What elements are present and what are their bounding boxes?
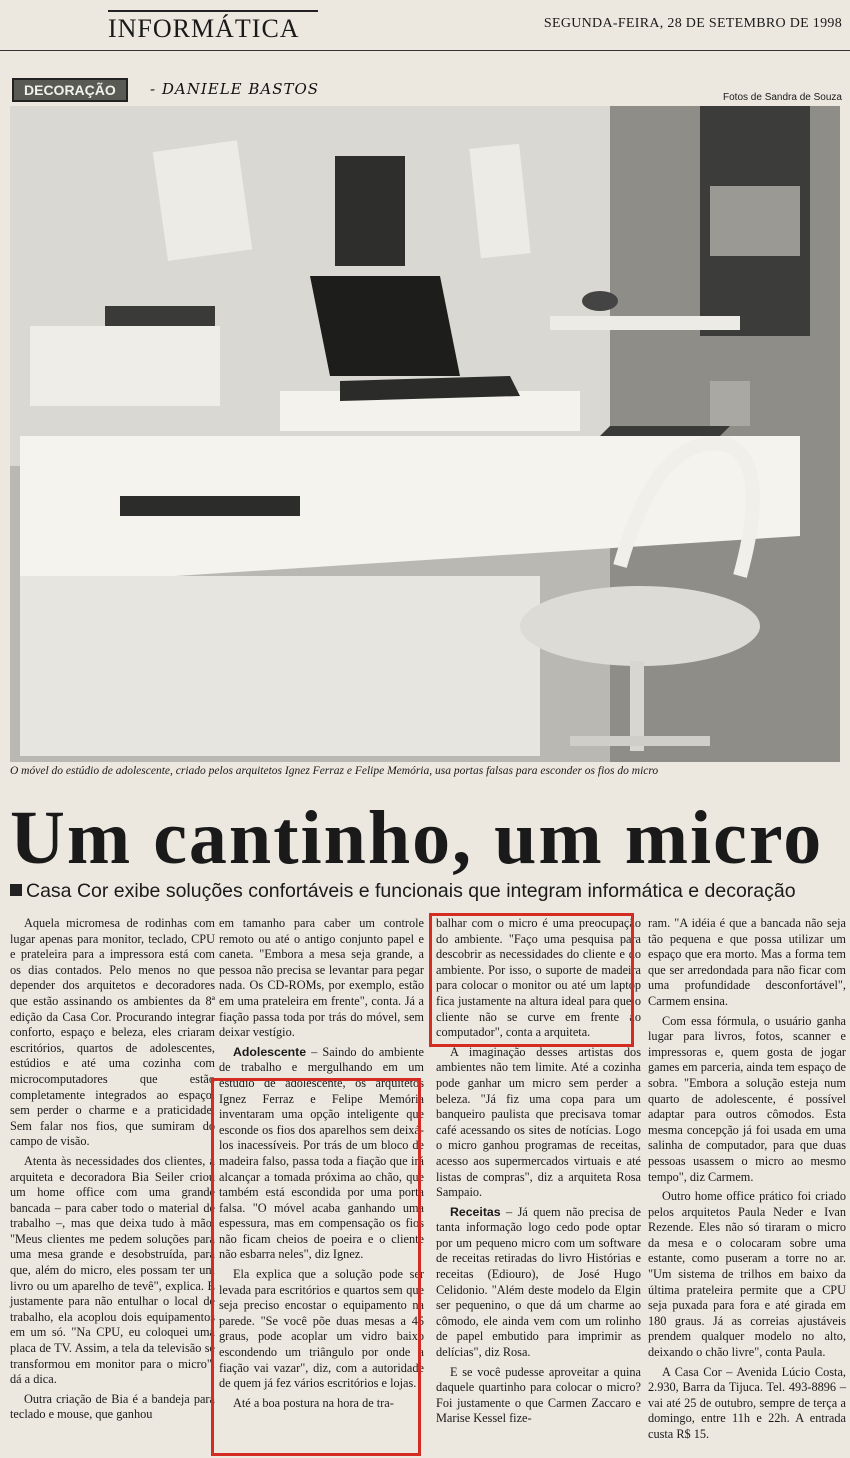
paragraph: Ela explica que a solução pode ser levada para escritórios e quartos sem que seja preciso encostar o equipamento na parede. "Se você põe duas mesas a 45 graus, pode acoplar um vidro baixo escondendo um triângulo por onde a fiação vai vazar", diz, com a autoridade de quem já fez vários escritórios e lojas.	[219, 1267, 424, 1391]
headline: Um cantinho, um micro	[10, 796, 824, 880]
deck-text: Casa Cor exibe soluções confortáveis e funcionais que integram informática e decoração	[26, 880, 796, 902]
paragraph: Outro home office prático foi criado pelos arquitetos Paula Neder e Ivan Rezende. Eles não só tiraram o micro da mesa e o colocaram sobre uma estante, como puseram a torre no ar. "Um sistema de trilhos em baixo da última prateleira permite que a CPU seja puxada para fora e até girada em 180 graus. Já as correias ajustáveis prendem qualquer modelo no alto, deixando o chão livre", conta Paula.	[648, 1189, 846, 1360]
photo-credit: Fotos de Sandra de Souza	[723, 92, 842, 103]
article-column-4	[648, 916, 846, 1447]
highlight-box-column-2	[211, 1078, 421, 1456]
article-photo	[10, 106, 840, 762]
bullet-square-icon	[10, 884, 22, 896]
subhead-adolescente: Adolescente	[233, 1044, 307, 1059]
paragraph: Aquela micromesa de rodinhas com lugar apenas para monitor, teclado, CPU e prateleira para a impressora está com os dias contados. Pelo menos no que depender dos arquitetos e decoradores que estão assinando os ambientes da 8ª edição da Casa Cor. Procurando integrar conforto, espaço e beleza, eles criaram escritórios, quartos de adolescentes, estúdios e até uma cozinha com microcomputadores que estão completamente integrados ao espaço, sem perder o charme e a praticidade. Sem falar nos fios, que sumiram do campo de visão.	[10, 916, 215, 1149]
paragraph: Outra criação de Bia é a bandeja para teclado e mouse, que ganhou	[10, 1391, 215, 1422]
issue-date: SEGUNDA-FEIRA, 28 DE SETEMBRO DE 1998	[543, 16, 842, 31]
masthead-rule	[108, 10, 318, 12]
paragraph: balhar com o micro é uma preocupação do ambiente. "Faço uma pesquisa para descobrir as necessidades do cliente e do ambiente. Por isso, o suporte de madeira para colocar o monitor ou até um laptop fica justamente na altura ideal para que o cliente não se curve em frente ao computador", conta a arquiteta.	[436, 916, 641, 1040]
paragraph: Com essa fórmula, o usuário ganha lugar para livros, fotos, scanner e impressoras e, quem gosta de jogar games em parceria, ainda tem espaço de sobra. "Embora a solução esteja num quarto de adolescente, é possível adaptar para outros cômodos. Esta mesma concepção já foi usada em uma salinha de computador, para que duas pessoas usassem o micro ao mesmo tempo", diz Carmem.	[648, 1013, 846, 1184]
paragraph: Receitas – Já quem não precisa de tanta informação logo cedo pode optar por um pequeno micro com um software de receitas retiradas do livro Histórias e receitas (Ediouro), de José Hugo Celidonio. "Além deste modelo da Elgin ser pequenino, o que dá um charme ao cômodo, ele ainda vem com um rolinho de papel embutido para imprimir as delícias", diz Rosa.	[436, 1204, 641, 1360]
desk-photo-illustration	[10, 106, 840, 762]
paragraph-text: Já quem não precisa de tanta informação logo cedo pode optar por um pequeno micro com um software de receitas retiradas do livro Histórias e receitas (Ediouro), de José Hugo Celidonio. "Além deste modelo da Elgin ser pequenino, o que dá um charme ao cômodo, ele ainda vem com um rolinho de papel embutido para imprimir as delícias", diz Rosa.	[436, 1204, 641, 1360]
paragraph: E se você pudesse aproveitar a quina daquele quartinho para colocar o micro? Foi justamente o que Carmen Zaccaro e Marise Kessel fize-	[436, 1364, 641, 1426]
handwritten-note: - DANIELE BASTOS	[150, 80, 320, 98]
photo-caption: O móvel do estúdio de adolescente, criado pelos arquitetos Ignez Ferraz e Felipe Memória, usa portas falsas para esconder os fios do micro	[10, 765, 659, 777]
section-title: INFORMÁTICA	[108, 14, 300, 43]
paragraph: ram. "A idéia é que a bancada não seja tão pequena e que possa utilizar um espaço que era morto. Mas a forma tem que ser arredondada para não ficar com uma profundidade desconfortável", Carmem ensina.	[648, 916, 846, 1008]
masthead	[0, 0, 850, 51]
article-column-1	[10, 916, 215, 1427]
paragraph: em tamanho para caber um controle remoto ou até o antigo conjunto papel e caneta. "Embora a mesa seja grande, a pessoa não precisa se levantar para pegar nada. Os CD-ROMs, por exemplo, estão em uma prateleira em frente", conta. Já a fiação passa toda por trás do móvel, sem deixar vestígio.	[219, 916, 424, 1040]
paragraph: Atenta às necessidades dos clientes, a arquiteta e decoradora Bia Seiler criou um home office com uma grande bancada – para caber todo o material de trabalho –, mas que deixa tudo à mão. "Meus clientes me pedem soluções para uma mesa grande e desobstruída, para que, além do micro, eles possam ter um livro ou um aparelho de tevê", explica. E justamente para não entulhar o local de trabalho, ela acoplou dois equipamentos em um só. "Na CPU, eu coloquei uma placa de TV. Assim, a tela da televisão se transformou em monitor para o micro", dá a dica.	[10, 1153, 215, 1387]
highlight-box-column-3	[429, 913, 634, 1047]
paragraph: Adolescente – Saindo do ambiente de trabalho e mergulhando em um estúdio de adolescente, os arquitetos Ignez Ferraz e Felipe Memória inventaram uma opção inteligente que esconde os fios dos aparelhos sem deixá-los inacessíveis. Por trás de um bloco de madeira falso, passa toda a fiação que irá alcançar a tomada próxima ao chão, que também está escondida por uma porta falsa. "O móvel acaba ganhando uma espessura, mas em compensação os fios não ficam cheios de poeira e o cliente não esbarra neles", diz Ignez.	[219, 1044, 424, 1262]
subhead-receitas: Receitas	[450, 1204, 501, 1219]
section-kicker: DECORAÇÃO	[12, 78, 128, 102]
subheadline	[10, 880, 850, 903]
paragraph: Até a boa postura na hora de tra-	[233, 1395, 394, 1410]
paragraph: A Casa Cor – Avenida Lúcio Costa, 2.930, Barra da Tijuca. Tel. 493-8896 – vai até 25 de outubro, sempre de terça a domingo, entre 11h e 22h. A entrada custa R$ 15.	[648, 1364, 846, 1441]
paragraph-text: Saindo do ambiente de trabalho e mergulhando em um estúdio de adolescente, os arquitetos Ignez Ferraz e Felipe Memória inventaram uma opção inteligente que esconde os fios dos aparelhos sem deixá-los inacessíveis. Por trás de um bloco de madeira falso, passa toda a fiação que irá alcançar a tomada próxima ao chão, que também está escondida por uma porta falsa. "O móvel acaba ganhando uma espessura, mas em compensação os fios não ficam cheios de poeira e o cliente não esbarra neles", diz Ignez.	[219, 1044, 424, 1262]
paragraph: A imaginação desses artistas dos ambientes não tem limite. Até a cozinha pode ganhar um micro sem perder a beleza. "Já fiz uma copa para um banqueiro paulista que precisava tomar café acessando os sites de notícias. Logo o micro ganhou programas de receitas, acesso aos supermercados virtuais e até listas de compras", diz a arquiteta Rosa Sampaio.	[436, 1044, 641, 1200]
